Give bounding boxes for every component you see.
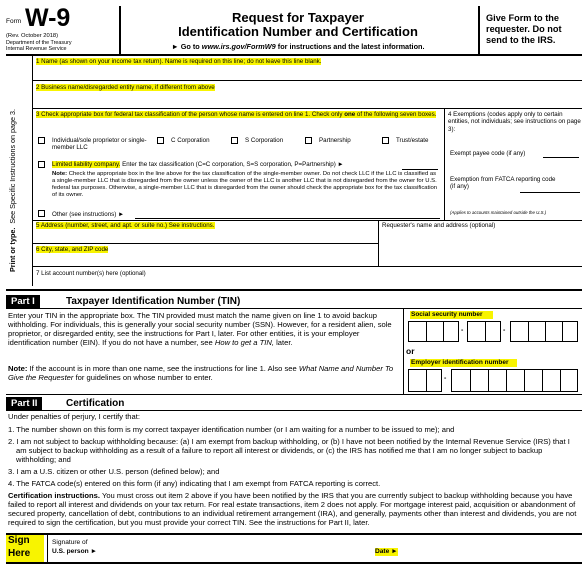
checkbox-s-corporation[interactable]	[231, 137, 238, 144]
ein-group2[interactable]	[451, 369, 578, 392]
form-number: W-9	[25, 4, 71, 32]
revision: (Rev. October 2018)	[6, 33, 59, 39]
signature-field[interactable]	[100, 536, 370, 561]
part1-title: Taxpayer Identification Number (TIN)	[66, 296, 241, 307]
goto-instructions: ► Go to www.irs.gov/FormW9 for instructions and the latest information.	[171, 42, 425, 51]
line7-account-field[interactable]	[36, 270, 581, 286]
part2-title: Certification	[66, 398, 125, 409]
line5-label: 5 Address (number, street, and apt. or suite no.) See instructions.	[36, 222, 215, 229]
exempt-payee-input[interactable]	[543, 157, 579, 158]
part1-label: Part I	[6, 295, 40, 308]
sign-here-label: Sign Here	[6, 535, 44, 562]
label-individual: Individual/sole proprietor or single-member LLC	[52, 137, 147, 152]
or-label: or	[406, 346, 415, 356]
certification-item1: 1. The number shown on this form is my correct taxpayer identification number (or I am waiting for a number to be issued to me); and	[8, 425, 455, 434]
checkbox-other[interactable]	[38, 210, 45, 217]
exempt-payee-label: Exempt payee code (if any)	[450, 150, 526, 157]
line6-label: 6 City, state, and ZIP code	[36, 246, 109, 253]
checkbox-individual[interactable]	[38, 137, 45, 144]
label-other: Other (see instructions) ►	[52, 211, 125, 218]
checkbox-trust-estate[interactable]	[382, 137, 389, 144]
side-instructions-label: Print or type. See Specific Instructions on page 3.	[8, 108, 17, 272]
label-c-corporation: C Corporation	[171, 137, 210, 144]
certification-item4: 4. The FATCA code(s) entered on this form (if any) indicating that I am exempt from FATCA reporting is correct.	[8, 479, 381, 488]
form-id-block	[6, 6, 119, 53]
certification-item3: 3. I am a U.S. citizen or other U.S. person (defined below); and	[8, 467, 220, 476]
llc-classification-input[interactable]	[402, 169, 438, 170]
ssn-group3[interactable]	[510, 321, 578, 342]
ein-group1[interactable]	[408, 369, 442, 392]
label-trust-estate: Trust/estate	[396, 137, 429, 144]
label-llc: Limited liability company. Enter the tax classification (C=C corporation, S=S corporation, P=Partnership) ►	[52, 161, 344, 168]
line2-business-field[interactable]	[36, 84, 581, 107]
form-title-line2: Identification Number and Certification	[178, 24, 418, 39]
certification-instructions: Certification instructions. You must cross out item 2 above if you have been notified by the IRS that you are currently subject to backup withholding because you have failed to report all interest and dividends on your tax return. For real estate transactions, item 2 does not apply. For mortgage interest paid, acquisition or abandonment of secured property, cancellation of debt, contributions to an individual retirement arrangement (IRA), and generally, payments other than interest and dividends, you are not required to sign the certification, but you must provide your correct TIN. See the instructions for Part II, later.	[8, 491, 577, 528]
fatca-input[interactable]	[520, 192, 580, 193]
date-field[interactable]	[400, 536, 580, 561]
line6-city-field[interactable]	[36, 246, 374, 266]
exemptions-title: 4 Exemptions (codes apply only to certain entities, not individuals; see instructions on page 3):	[448, 111, 581, 133]
line2-label: 2 Business name/disregarded entity name, if different from above	[36, 84, 215, 91]
other-input[interactable]	[135, 218, 440, 219]
certification-intro: Under penalties of perjury, I certify that:	[8, 412, 140, 421]
line7-label: 7 List account number(s) here (optional)	[36, 270, 146, 277]
ssn-group2[interactable]	[467, 321, 501, 342]
part1-note: Note: If the account is in more than one name, see the instructions for line 1. Also see What Name and Number To Give the Requester for guidelines on whose number to enter.	[8, 364, 394, 383]
line1-name-field[interactable]	[36, 58, 581, 80]
requester-label: Requester's name and address (optional)	[382, 222, 496, 229]
signature-label: Signature of U.S. person ►	[52, 539, 97, 555]
department: Department of the Treasury	[6, 40, 72, 46]
checkbox-c-corporation[interactable]	[157, 137, 164, 144]
ein-label: Employer identification number	[410, 359, 517, 367]
label-partnership: Partnership	[319, 137, 351, 144]
requester-field[interactable]	[382, 222, 580, 266]
line3-label: 3 Check appropriate box for federal tax classification of the person whose name is entered on line 1. Check only one of the following seven boxes.	[36, 111, 437, 118]
line1-label: 1 Name (as shown on your income tax return). Name is required on this line; do not leave this line blank.	[36, 58, 322, 65]
give-form-notice: Give Form to the requester. Do not send to the IRS.	[486, 13, 562, 45]
ssn-label: Social security number	[410, 311, 493, 319]
part1-instructions: Enter your TIN in the appropriate box. The TIN provided must match the name given on line 1 to avoid backup withholding. For individuals, this is generally your social security number (SSN). However, for a resident alien, sole proprietor, or disregarded entity, see the instructions for Part I, later. For other entities, it is your employer identification number (EIN). If you do not have a number, see How to get a TIN, later.	[8, 311, 392, 348]
certification-item2: 2. I am not subject to backup withholding because: (a) I am exempt from backup withholding, or (b) I have not been notified by the Internal Revenue Service (IRS) that I am subject to backup withholding as a result of a failure to report all interest or dividends, or (c) the IRS has notified me that I am no longer subject to backup withholding; and	[8, 437, 570, 465]
line5-address-field[interactable]	[36, 222, 374, 245]
form-label: Form	[6, 18, 22, 25]
w9-form: Form W-9 (Rev. October 2018) Department of the Treasury Internal Revenue Service Request for Taxpayer Identification Number and Certification ► Go to www.irs.gov/FormW9 for instructions and the latest information. Give Form to the requester. Do not send to the IRS. Print or type. See Specific Instructions on page 3. 1 Name (as shown on your income tax return). Name is required on this line; do not leave this line blank. 2 Business name/disregarded entity name, if different from above 3 Check appropriate box for federal tax classification of the person whose name is entered on line 1. Check only one of the following seven boxes. Individual/sole proprietor or single-member LLC C Corporation S Corporation Partnership Trust/estate Limited liability company. Enter the tax classification (C=C corporation, S=S corporation, P=Partnership) ► Note: Check the appropriate box in the line above for the tax classification of the single-member owner. Do not check LLC if the LLC is classified as a single-member LLC that is disregarded from the owner unless the owner of the LLC is another LLC that is not disregarded from the owner for U.S. federal tax purposes. Otherwise, a single-member LLC that is disregarded from the owner should check the appropriate box for the tax classification of its owner. Other (see instructions) ► 4 Exemptions (codes apply only to certain entities, not individuals; see instructions on page 3): Exempt payee code (if any) Exemption from FATCA reporting code (if any) (Applies to accounts maintained outside the U.S.) 5 Address (number, street, and apt. or suite no.) See instructions. Requester's name and address (optional) 6 City, state, and ZIP code 7 List account number(s) here (optional) Part I Taxpayer Identification Number (TIN) Enter your TIN in the appropriate box. The TIN provided must match the name given on line 1 to avoid backup withholding. For individuals, this is generally your social security number (SSN). However, for a resident alien, sole proprietor, or disregarded entity, see the instructions for Part I, later. For other entities, it is your employer identification number (EIN). If you do not have a number, see How to get a TIN, later. Note: If the account is in more than one name, see the instructions for line 1. Also see What Name and Number To Give the Requester for guidelines on whose number to enter. Social security number - - or Employer identification number - Part II Certification Under penalties of perjury, I certify that: 1. The number shown on this form is my correct taxpayer identification number (or I am waiting for a number to be issued to me); and 2. I am not subject to backup withholding because: (a) I am exempt from backup withholding, or (b) I have not been notified by the Internal Revenue Service (IRS) that I am subject to backup withholding as a result of a failure to report all interest or dividends, or (c) the IRS has notified me that I am no longer subject to backup withholding; and 3. I am a U.S. citizen or other U.S. person (defined below); and 4. The FATCA code(s) entered on this form (if any) indicating that I am exempt from FATCA reporting is correct. Certification instructions. You must cross out item 2 above if you have been notified by the IRS that you are currently subject to backup withholding because you have failed to report all interest and dividends on your tax return. For real estate transactions, item 2 does not apply. For mortgage interest paid, acquisition or abandonment of secured property, cancellation of debt, contributions to an individual retirement arrangement (IRA), and generally, payments other than interest and dividends, you are not required to sign the certification, but you must provide your correct TIN. See the instructions for Part II, later. Sign Here Signature of U.S. person ► Date ►	[0, 0, 586, 568]
irs-url[interactable]: www.irs.gov/FormW9	[201, 42, 276, 51]
llc-note: Note: Check the appropriate box in the line above for the tax classification of the single-member owner. Do not check LLC if the LLC is classified as a single-member LLC that is disregarded from the owner unless the owner of the LLC is another LLC that is not disregarded from the owner for U.S. federal tax purposes. Otherwise, a single-member LLC that is disregarded from the owner should check the appropriate box for the tax classification of its owner.	[52, 171, 438, 199]
irs: Internal Revenue Service	[6, 46, 67, 52]
fatca-applies-note: (Applies to accounts maintained outside the U.S.)	[450, 210, 547, 215]
ssn-group1[interactable]	[408, 321, 459, 342]
part2-label: Part II	[6, 397, 42, 410]
label-s-corporation: S Corporation	[245, 137, 284, 144]
date-label: Date ►	[375, 548, 398, 555]
form-title-line1: Request for Taxpayer	[232, 10, 364, 25]
checkbox-partnership[interactable]	[305, 137, 312, 144]
fatca-label: Exemption from FATCA reporting code (if any)	[450, 176, 556, 191]
checkbox-llc[interactable]	[38, 161, 45, 168]
